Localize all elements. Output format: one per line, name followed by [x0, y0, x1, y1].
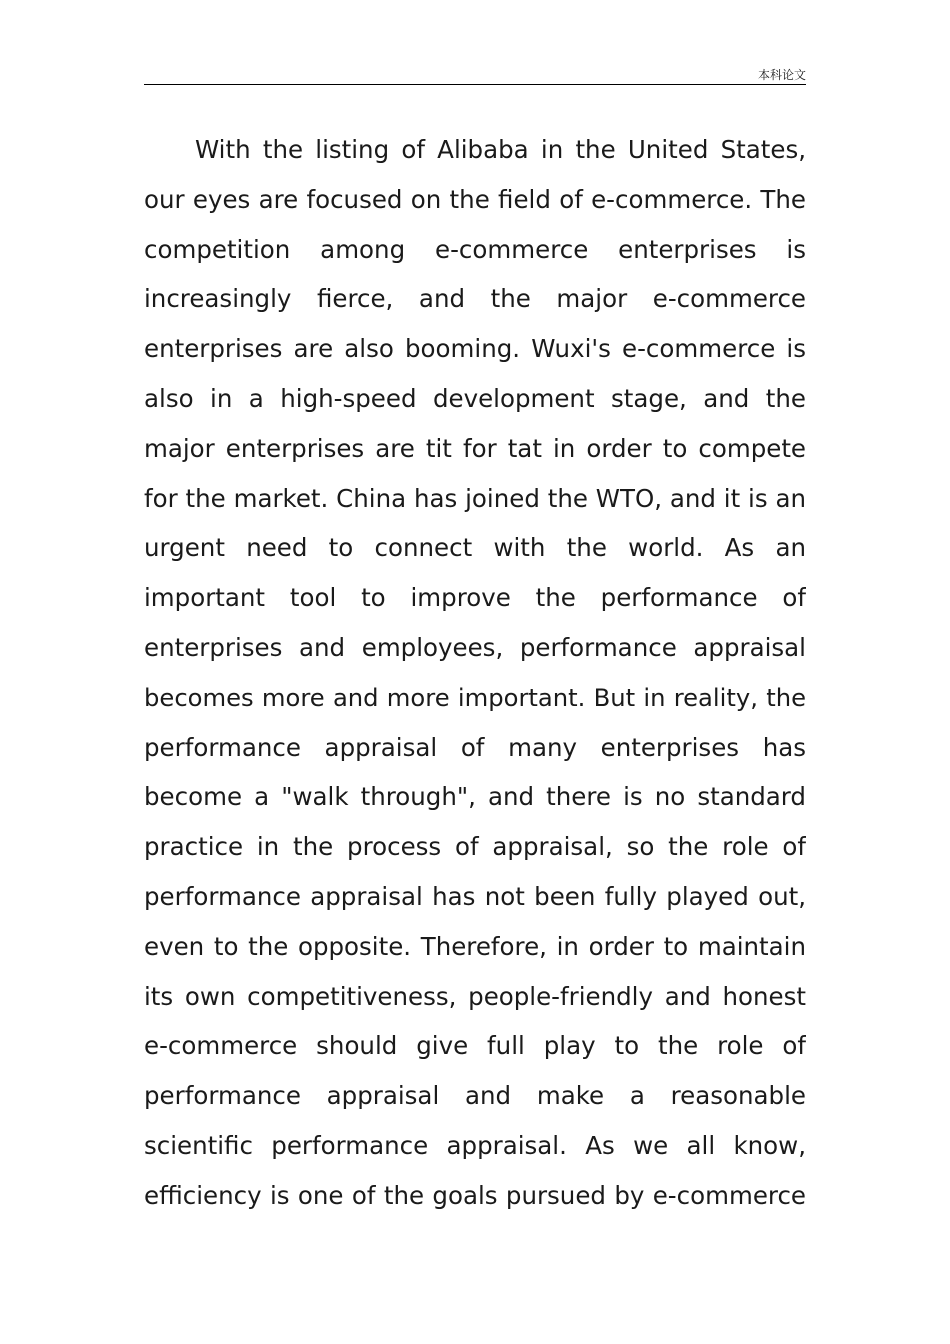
text-line: With the listing of Alibaba in the United States,	[195, 135, 806, 164]
text-line: efficiency is one of the goals pursued by e-commerce	[144, 1180, 806, 1210]
text-line: enterprises and employees, performance appraisal	[144, 632, 806, 662]
text-line: major enterprises are tit for tat in order to compete	[144, 433, 806, 463]
header-title: 本科论文	[757, 68, 806, 82]
text-line: increasingly fierce, and the major e-commerce	[144, 284, 806, 314]
text-line: important tool to improve the performance of	[144, 583, 806, 613]
text-line: become a "walk through", and there is no standard	[144, 782, 806, 812]
text-line: competition among e-commerce enterprises is	[144, 234, 806, 264]
text-line: performance appraisal has not been fully played out,	[144, 881, 806, 911]
body-paragraph	[144, 125, 806, 1221]
text-line: also in a high-speed development stage, and the	[144, 383, 806, 413]
text-line: for the market. China has joined the WTO, and it is an	[144, 483, 806, 513]
text-line: practice in the process of appraisal, so the role of	[144, 832, 806, 862]
text-line: enterprises are also booming. Wuxi's e-commerce is	[144, 334, 806, 364]
page-header	[144, 64, 806, 85]
text-line: urgent need to connect with the world. As an	[144, 533, 806, 563]
text-line: its own competitiveness, people-friendly and honest	[144, 981, 806, 1011]
text-line: even to the opposite. Therefore, in order to maintain	[144, 931, 806, 961]
text-line: scientific performance appraisal. As we all know,	[144, 1130, 806, 1160]
text-line: our eyes are focused on the field of e-commerce. The	[144, 184, 806, 214]
text-line: e-commerce should give full play to the role of	[144, 1031, 806, 1061]
text-line: performance appraisal of many enterprises has	[144, 732, 806, 762]
text-line: becomes more and more important. But in reality, the	[144, 682, 806, 712]
text-line: performance appraisal and make a reasonable	[144, 1081, 806, 1111]
